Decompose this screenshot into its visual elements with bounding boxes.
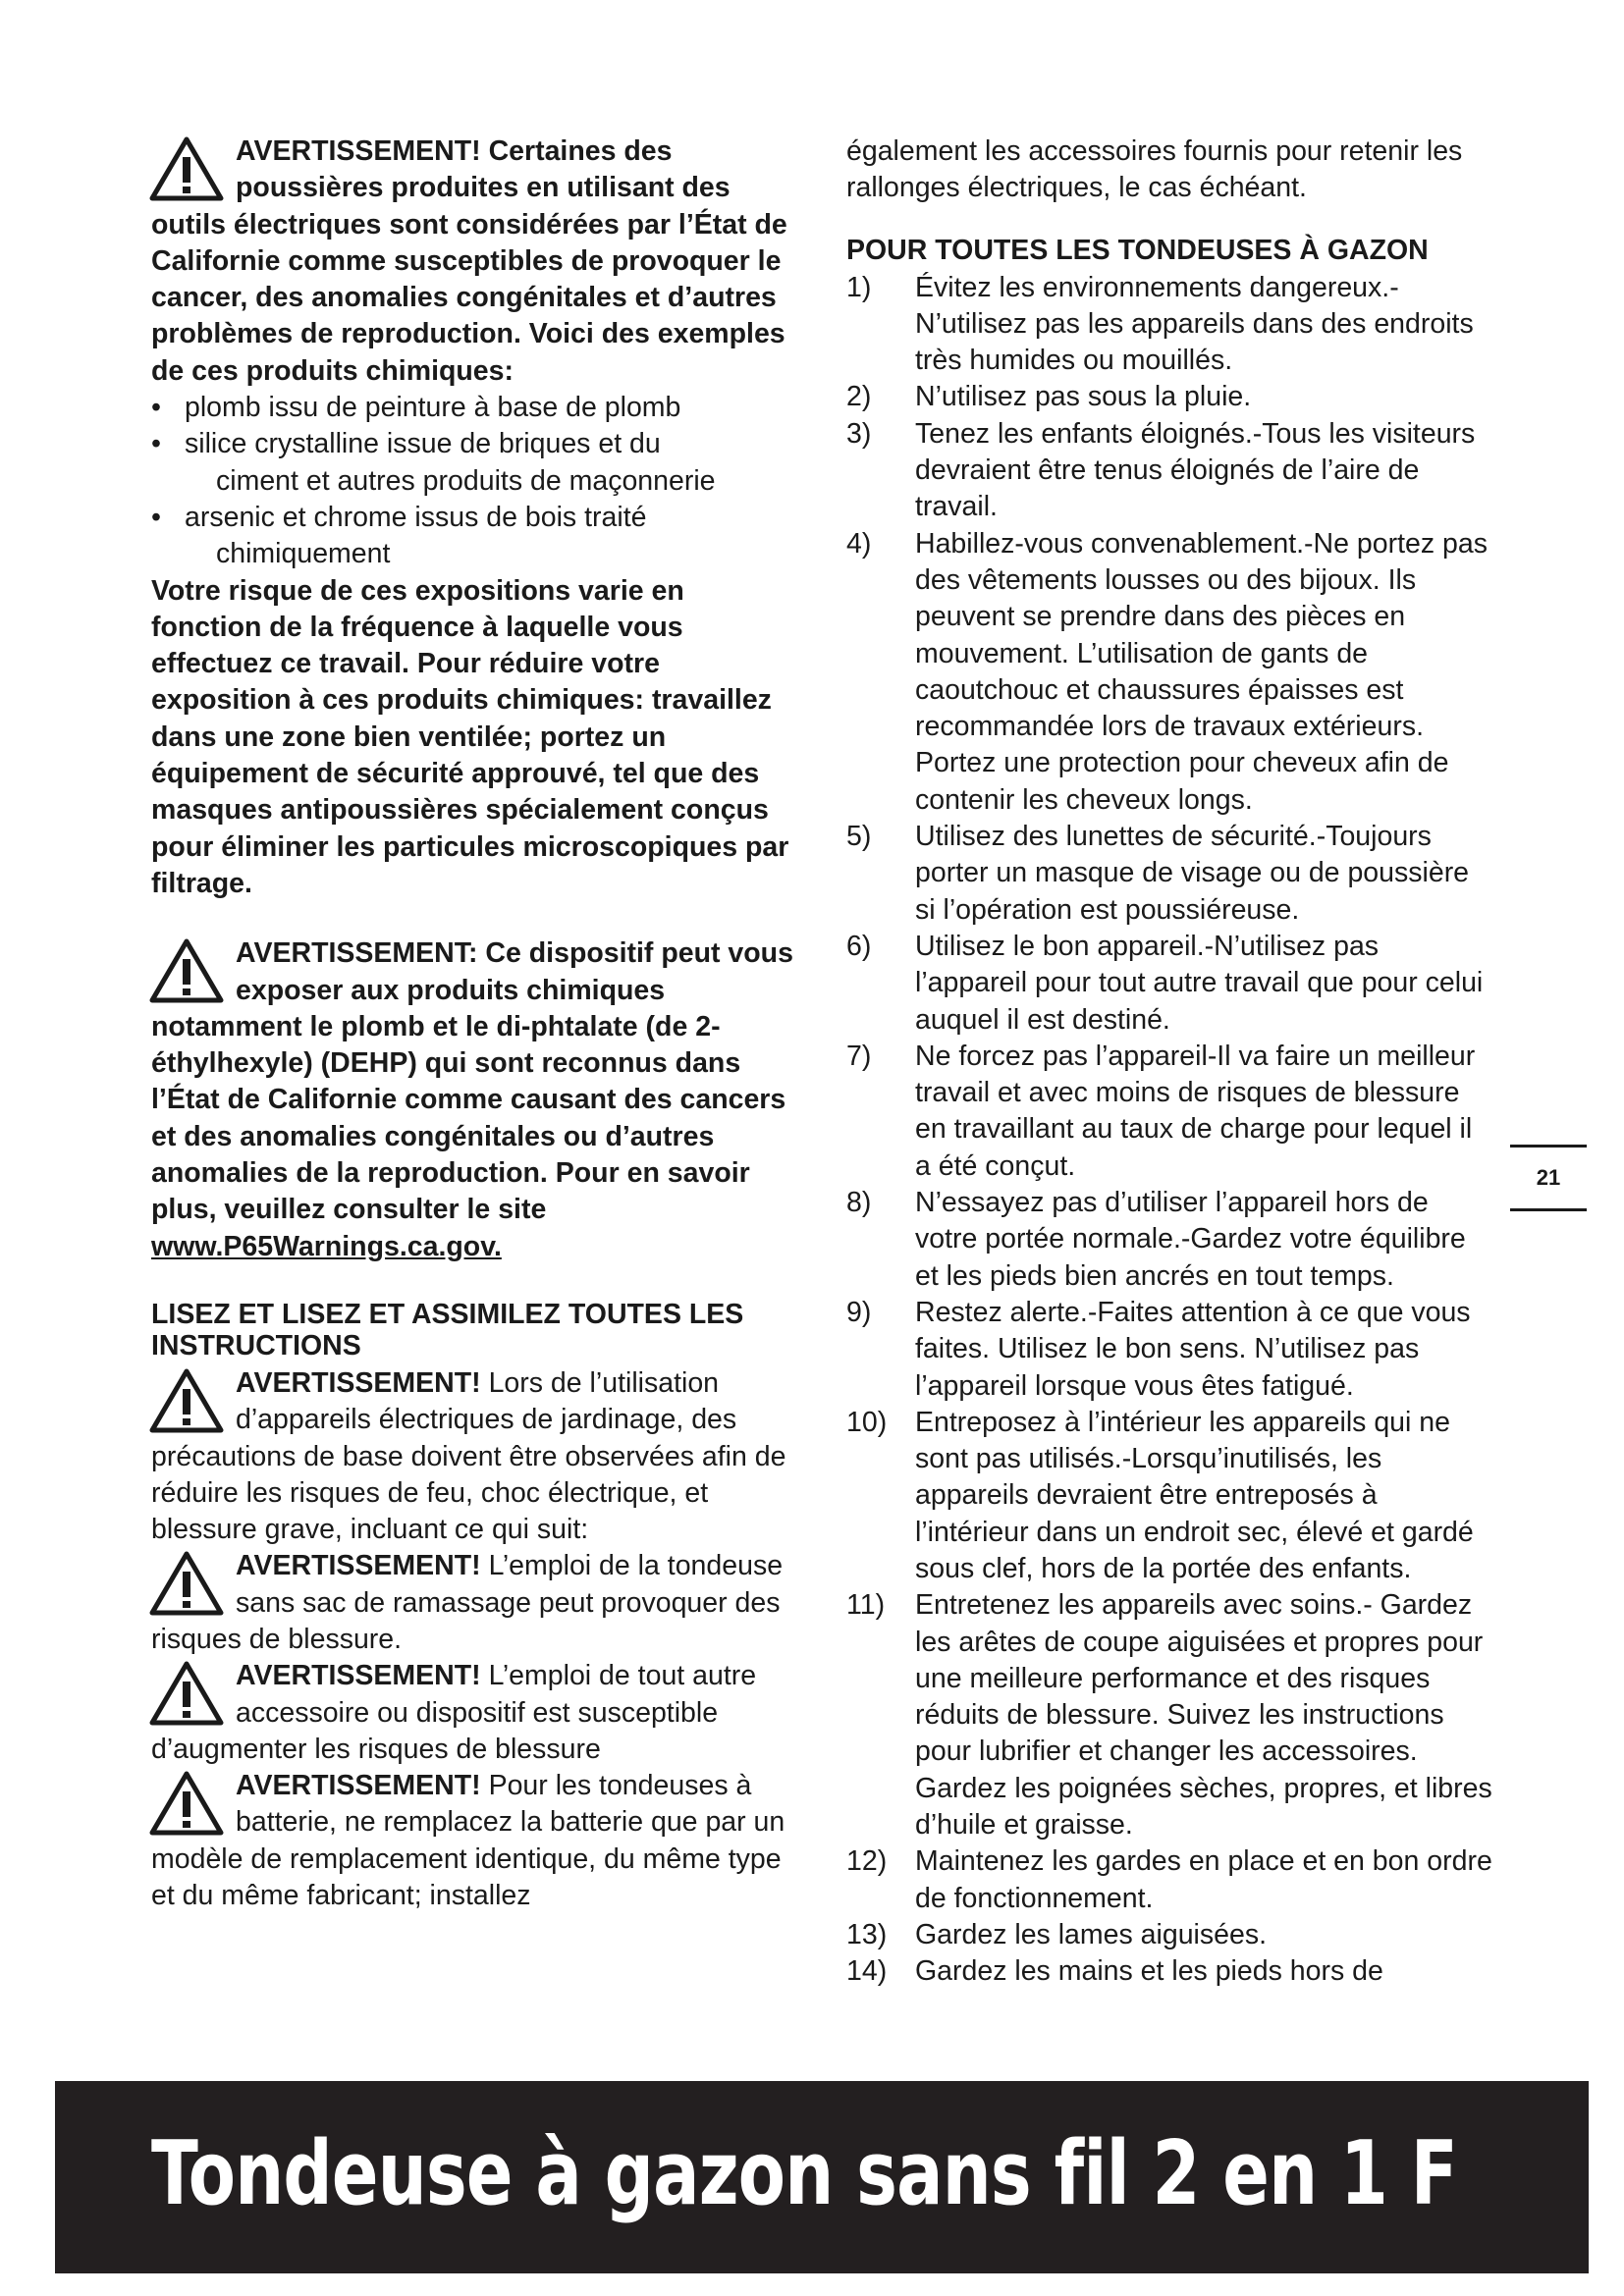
warning-triangle-icon [149, 1770, 224, 1837]
list-item: 3) Tenez les enfants éloignés.-Tous les visiteurs devraient être tenus éloignés de l’aire de travail. [846, 417, 1476, 523]
warning-dust-text: AVERTISSEMENT! Certaines des poussières produites en utilisant des outils électriques sont considérées par l’État de Californie comme susceptibles de provoquer le cancer, des anomalies congénitales et d’autres problèmes de reproduction. Voici des exemples de ces produits chimiques: [151, 135, 787, 387]
list-item: • arsenic et chrome issus de bois traité chimiquement [151, 501, 647, 570]
list-item: 1) Évitez les environnements dangereux.- N’utilisez pas les appareils dans des endroits très humides ou mouillés. [846, 271, 1474, 377]
warning-triangle-icon [149, 1550, 224, 1617]
section-heading: LISEZ ET LISEZ ET ASSIMILEZ TOUTES LES INSTRUCTIONS [151, 1298, 744, 1362]
right-column [846, 133, 1494, 1991]
list-item: 5) Utilisez des lunettes de sécurité.-Toujours porter un masque de visage ou de poussière si l’opération est poussiéreuse. [846, 821, 1470, 926]
list-item: 7) Ne forcez pas l’appareil-Il va faire un meilleur travail et avec moins de risques de blessure en travaillant au taux de charge pour lequel il a été conçut. [846, 1040, 1476, 1182]
list-item: 12) Maintenez les gardes en place et en bon ordre de fonctionnement. [846, 1845, 1492, 1914]
warning-triangle-icon [149, 135, 224, 202]
warning-triangle-icon [149, 1660, 224, 1727]
list-item: 2) N’utilisez pas sous la pluie. [846, 381, 1252, 413]
p65-link[interactable]: www.P65Warnings.ca.gov. [151, 1230, 502, 1262]
list-item: • plomb issu de peinture à base de plomb [151, 392, 681, 424]
list-item: 4) Habillez-vous convenablement.-Ne portez pas des vêtements lousses ou des bijoux. Ils peuvent se prendre dans des pièces en mouvement. L’utilisation de gants de caoutchouc et chaussures épaisses est recommandée lors de travaux extérieurs. Portez une protection pour cheveux afin de contenir les cheveux longs. [846, 527, 1488, 816]
left-column [151, 133, 799, 1914]
list-item: • silice crystalline issue de briques et du ciment et autres produits de maçonnerie [151, 428, 716, 497]
exposure-advice: Votre risque de ces expositions varie en fonction de la fréquence à laquelle vous effectuez ce travail. Pour réduire votre exposition à ces produits chimiques: travaillez dans une zone bien ventilée; portez un équipement de sécurité approuvé, tel que des masques antipoussières spécialement conçus pour éliminer les particules microscopiques par filtrage. [151, 574, 789, 899]
list-item: 10) Entreposez à l’intérieur les appareils qui ne sont pas utilisés.-Lorsqu’inutilisés, les appareils devraient être entreposés à l’intérieur dans un endroit sec, élevé et gardé sous clef, hors de la portée des enfants. [846, 1406, 1474, 1584]
warning-battery: AVERTISSEMENT! Pour les tondeuses à batterie, ne remplacez la batterie que par un modèle de remplacement identique, du même type et du même fabricant; installez [151, 1770, 785, 1912]
intro-text: également les accessoires fournis pour retenir les rallonges électriques, le cas échéant. [846, 135, 1463, 204]
footer-banner [55, 2081, 1589, 2273]
warning-general: AVERTISSEMENT! Lors de l’utilisation d’appareils électriques de jardinage, des précautions de base doivent être observées afin de réduire les risques de feu, choc électrique, et blessure grave, incluant ce qui suit: [151, 1366, 786, 1546]
list-item: 11) Entretenez les appareils avec soins.- Gardez les arêtes de coupe aiguisées et propres pour une meilleure performance et des risques réduits de blessure. Suivez les instructions pour lubrifier et changer les accessoires. Gardez les poignées sèches, propres, et libres d’huile et graisse. [846, 1589, 1492, 1842]
list-item: 6) Utilisez le bon appareil.-N’utilisez pas l’appareil pour tout autre travail que pour celui auquel il est destiné. [846, 930, 1484, 1036]
list-item: 14) Gardez les mains et les pieds hors de [846, 1955, 1383, 1988]
warning-dust [151, 133, 799, 390]
warning-accessory: AVERTISSEMENT! L’emploi de tout autre accessoire ou dispositif est susceptible d’augmenter les risques de blessure [151, 1660, 757, 1765]
list-item: 13) Gardez les lames aiguisées. [846, 1918, 1268, 1950]
warning-dehp [151, 935, 799, 1265]
warning-triangle-icon [149, 1367, 224, 1434]
list-item: 8) N’essayez pas d’utiliser l’appareil hors de votre portée normale.-Gardez votre équilibre et les pieds bien ancrés en tout temps. [846, 1187, 1466, 1292]
section-heading-mowers: POUR TOUTES LES TONDEUSES À GAZON [846, 234, 1429, 266]
list-item: 9) Restez alerte.-Faites attention à ce que vous faites. Utilisez le bon sens. N’utilisez pas l’appareil lorsque vous êtes fatigué. [846, 1296, 1471, 1402]
warning-dehp-text: AVERTISSEMENT: Ce dispositif peut vous exposer aux produits chimiques notamment le plomb et le di-phtalate (de 2-éthylhexyle) (DEHP) qui sont reconnus dans l’État de Californie comme causant des cancers et des anomalies congénitales ou d’autres anomalies de la reproduction. Pour en savoir plus, veuillez consulter le site [151, 937, 793, 1226]
warning-triangle-icon [149, 937, 224, 1004]
warning-bag: AVERTISSEMENT! L’emploi de la tondeuse sans sac de ramassage peut provoquer des risques de blessure. [151, 1550, 784, 1655]
page-number: 21 [1510, 1145, 1587, 1211]
chemical-list [151, 390, 799, 572]
footer-title: Tondeuse à gazon sans fil 2 en 1 F [151, 2122, 1457, 2225]
